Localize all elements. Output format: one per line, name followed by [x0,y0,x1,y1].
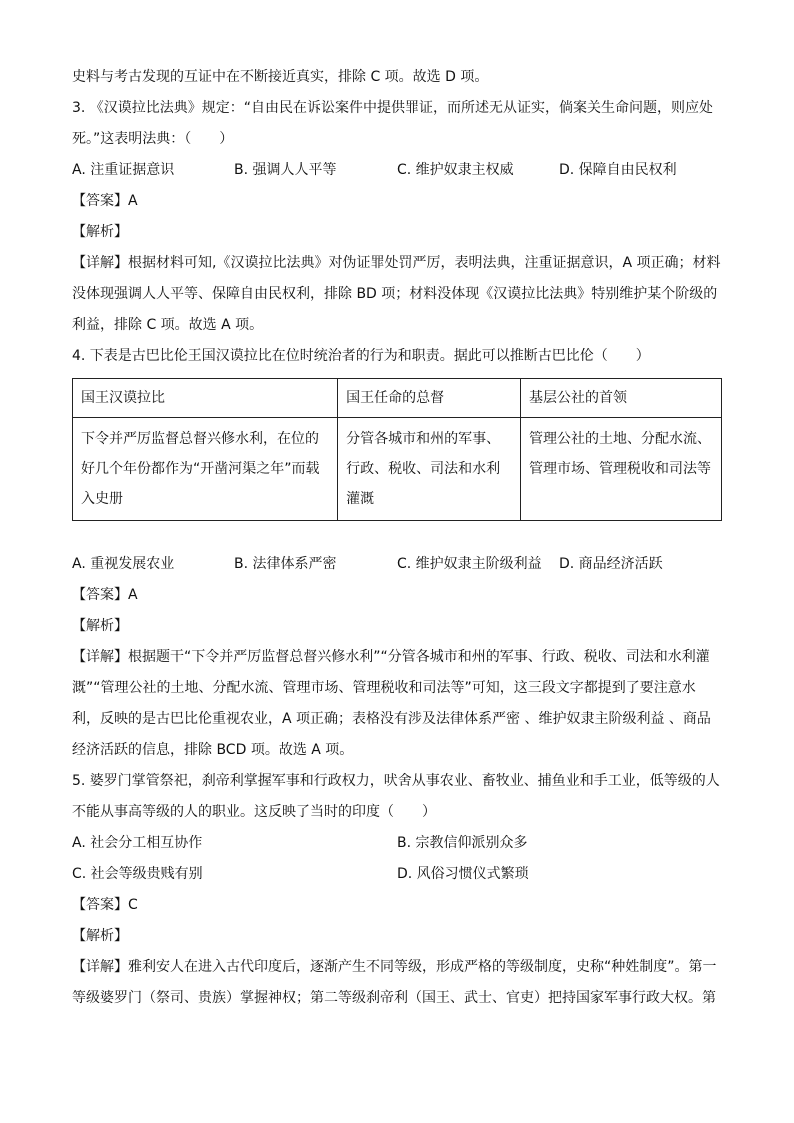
q5-options-row2 [72,859,722,890]
table-cell-commune-leader: 管理公社的土地、分配水流、管理市场、管理税收和司法等 [520,418,721,521]
q3-analysis-label: 【解析】 [72,224,128,240]
q3-option-d: D. 保障自由民权利 [559,162,677,178]
q5-stem: 5. 婆罗门掌管祭祀，刹帝利掌握军事和行政权力，吠舍从事农业、畜牧业、捕鱼业和手工业，低等级的人不能从事高等级的人的职业。这反映了当时的印度（ ） [72,773,720,820]
q5-answer: 【答案】C [72,897,138,913]
q3-options [72,155,722,186]
q3-option-b: B. 强调人人平等 [234,162,337,178]
document-page [72,62,722,1014]
q3-detail: 【详解】根据材料可知,《汉谟拉比法典》对伪证罪处罚严厉，表明法典，注重证据意识，A 项正确；材料没体现强调人人平等、保障自由民权利，排除 BD 项；材料没体现《汉谟拉比法典》特别维护某个阶级的利益，排除 C 项。故选 A 项。 [72,255,721,333]
table-cell-king: 下令并严厉监督总督兴修水利，在位的好几个年份都作为“开凿河渠之年”而载入史册 [73,418,338,521]
table-header-king: 国王汉谟拉比 [73,379,338,418]
q4-option-d: D. 商品经济活跃 [559,556,663,572]
table-cell-governor: 分管各城市和州的军事、行政、税收、司法和水利灌溉 [338,418,521,521]
table-header-row [73,379,722,418]
intro-line: 史料与考古发现的互证中在不断接近真实，排除 C 项。故选 D 项。 [72,69,489,85]
table-header-commune-leader: 基层公社的首领 [520,379,721,418]
q3-option-c: C. 维护奴隶主权威 [397,162,514,178]
q3-option-a: A. 注重证据意识 [72,162,175,178]
q4-option-a: A. 重视发展农业 [72,556,175,572]
q5-analysis-label: 【解析】 [72,928,128,944]
q5-option-b: B. 宗教信仰派别众多 [397,835,528,851]
q4-stem: 4. 下表是古巴比伦王国汉谟拉比在位时统治者的行为和职责。据此可以推断古巴比伦（ ） [72,348,650,364]
q5-option-a: A. 社会分工相互协作 [72,835,203,851]
q5-option-d: D. 风俗习惯仪式繁琐 [397,866,529,882]
q4-options [72,549,722,580]
q5-detail: 【详解】雅利安人在进入古代印度后，逐渐产生不同等级，形成严格的等级制度，史称“种姓制度”。第一等级婆罗门（祭司、贵族）掌握神权；第二等级刹帝利（国王、武士、官吏）把持国家军事行政大权。第 [72,959,717,1006]
q3-stem-line2: 死。”这表明法典：（ ） [72,131,234,147]
table-row [73,418,722,521]
q4-answer: 【答案】A [72,587,138,603]
q3-stem-line1: 3. 《汉谟拉比法典》规定：“自由民在诉讼案件中提供罪证，而所述无从证实，倘案关生命问题，则应处 [72,100,714,116]
q3-answer: 【答案】A [72,193,138,209]
q5-options-row1 [72,828,722,859]
table-header-governor: 国王任命的总督 [338,379,521,418]
q4-table [72,378,722,521]
q4-option-b: B. 法律体系严密 [234,556,337,572]
q4-analysis-label: 【解析】 [72,618,128,634]
q4-option-c: C. 维护奴隶主阶级利益 [397,556,542,572]
q5-option-c: C. 社会等级贵贱有别 [72,866,203,882]
q4-detail: 【详解】根据题干“下令并严厉监督总督兴修水利”“分管各城市和州的军事、行政、税收、司法和水利灌溉”“管理公社的土地、分配水流、管理市场、管理税收和司法等”可知，这三段文字都提到了要注意水利，反映的是古巴比伦重视农业，A 项正确；表格没有涉及法律体系严密 、维护奴隶主阶级利益 、商品经济活跃的信息，排除 BCD 项。故选 A 项。 [72,649,711,758]
